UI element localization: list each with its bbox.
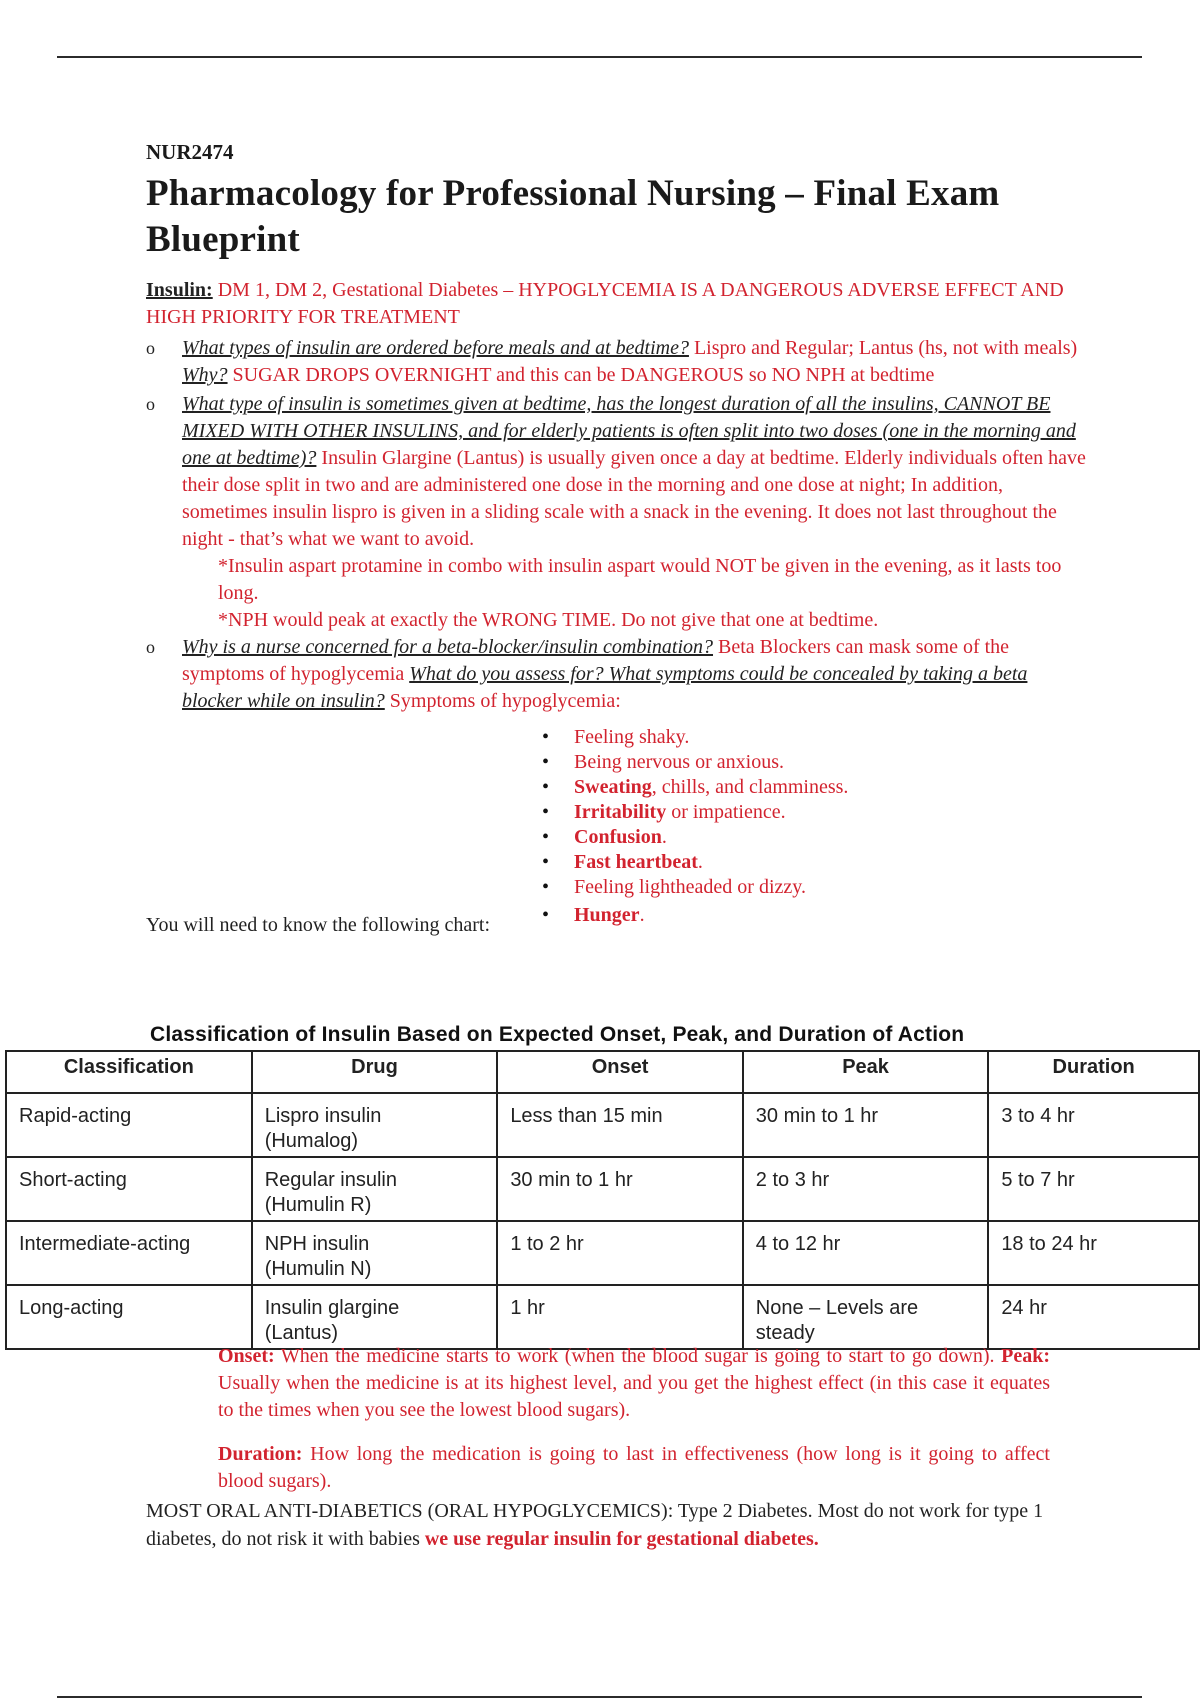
bottom-rule: [57, 1696, 1142, 1698]
cell-classification: Long-acting: [6, 1285, 252, 1349]
onset-label: Onset:: [218, 1345, 275, 1367]
onset-peak-definition: Onset: When the medicine starts to work (when the blood sugar is going to start to go down). Peak: Usually when the medicine is at its highest level, and you get the highest effect (in this case it equates to the times when you see the lowest blood sugars).: [218, 1345, 1050, 1421]
duration-definition: Duration: How long the medication is going to last in effectiveness (how long is it going to affect blood sugars).: [218, 1443, 1050, 1492]
question-3: Why is a nurse concerned for a beta-blocker/insulin combination?: [182, 636, 714, 658]
cell-peak: None – Levels are steady: [743, 1285, 989, 1349]
table-header-row: [6, 1051, 1199, 1093]
oral-antidiabetics-note: MOST ORAL ANTI-DIABETICS (ORAL HYPOGLYCEMICS): Type 2 Diabetes. Most do not work for type 1 diabetes, do not risk it with babies we use regular insulin for gestational diabetes.: [146, 1500, 1044, 1550]
cell-onset: 30 min to 1 hr: [497, 1157, 742, 1221]
insulin-intro-text: DM 1, DM 2, Gestational Diabetes – HYPOGLYCEMIA IS A DANGEROUS ADVERSE EFFECT AND HIGH PRIORITY FOR TREATMENT: [146, 279, 1064, 328]
peak-label: Peak:: [1001, 1345, 1050, 1367]
chart-note: You will need to know the following chart:: [146, 914, 491, 936]
cell-peak: 4 to 12 hr: [743, 1221, 989, 1285]
cell-duration: 24 hr: [988, 1285, 1199, 1349]
question-item-3: [146, 634, 1086, 715]
answer-3a: Beta Blockers can mask some of the symptoms of hypoglycemia: [182, 636, 1010, 685]
question-item-1: [146, 335, 1086, 389]
note-aspart: *Insulin aspart protamine in combo with insulin aspart would NOT be given in the evening, as it lasts too long.: [218, 555, 1062, 604]
document-body: [146, 140, 1086, 937]
header-peak: Peak: [743, 1051, 989, 1093]
insulin-intro: [146, 277, 1086, 331]
symptom-item: • Sweating, chills, and clamminess.: [542, 775, 1086, 800]
symptom-item: • Feeling shaky.: [542, 725, 1086, 750]
symptom-item: • Being nervous or anxious.: [542, 750, 1086, 775]
header-classification: Classification: [6, 1051, 252, 1093]
page-title: Pharmacology for Professional Nursing – Final Exam Blueprint: [146, 173, 1000, 260]
cell-classification: Rapid-acting: [6, 1093, 252, 1157]
insulin-table: [5, 1050, 1200, 1350]
symptom-item: • Confusion.: [542, 825, 1086, 850]
answer-1b: SUGAR DROPS OVERNIGHT and this can be DANGEROUS so NO NPH at bedtime: [227, 364, 935, 386]
cell-drug: Regular insulin (Humulin R): [252, 1157, 498, 1221]
course-code: NUR2474: [146, 140, 234, 164]
gestational-emphasis: we use regular insulin for gestational diabetes.: [424, 1528, 819, 1550]
symptom-item: • Fast heartbeat.: [542, 850, 1086, 875]
answer-2: Insulin Glargine (Lantus) is usually given once a day at bedtime. Elderly individuals often have their dose split in two and are administered one dose in the morning and one dose at night; In addition, sometimes insulin lispro is given in a sliding scale with a snack in the evening. It does not last throughout the night - that’s what we want to avoid.: [182, 447, 1086, 550]
cell-onset: Less than 15 min: [497, 1093, 742, 1157]
header-drug: Drug: [252, 1051, 498, 1093]
definitions: [218, 1343, 1050, 1512]
cell-onset: 1 to 2 hr: [497, 1221, 742, 1285]
cell-onset: 1 hr: [497, 1285, 742, 1349]
cell-drug: Lispro insulin (Humalog): [252, 1093, 498, 1157]
question-3b: What do you assess for? What symptoms could be concealed by taking a beta blocker while on insulin?: [182, 663, 1028, 712]
symptom-item: • Feeling lightheaded or dizzy.: [542, 875, 1086, 900]
symptom-item: • Irritability or impatience.: [542, 800, 1086, 825]
question-list: [146, 335, 1086, 715]
answer-3b: Symptoms of hypoglycemia:: [384, 690, 621, 712]
top-rule: [57, 56, 1142, 58]
cell-peak: 30 min to 1 hr: [743, 1093, 989, 1157]
note-nph: *NPH would peak at exactly the WRONG TIME. Do not give that one at bedtime.: [218, 609, 879, 631]
table-row: [6, 1221, 1199, 1285]
cell-classification: Intermediate-acting: [6, 1221, 252, 1285]
table-row: [6, 1285, 1199, 1349]
cell-classification: Short-acting: [6, 1157, 252, 1221]
cell-duration: 5 to 7 hr: [988, 1157, 1199, 1221]
table-row: [6, 1157, 1199, 1221]
insulin-label: Insulin:: [146, 279, 213, 301]
answer-1a: Lispro and Regular; Lantus (hs, not with meals): [688, 337, 1078, 359]
table-caption: Classification of Insulin Based on Expected Onset, Peak, and Duration of Action: [150, 1023, 965, 1046]
why-label: Why?: [182, 364, 228, 386]
symptom-item: • Hunger.: [542, 903, 1086, 928]
cell-drug: Insulin glargine (Lantus): [252, 1285, 498, 1349]
symptom-list: [542, 725, 1086, 928]
question-item-2: [146, 391, 1086, 634]
header-onset: Onset: [497, 1051, 742, 1093]
cell-duration: 3 to 4 hr: [988, 1093, 1199, 1157]
question-1: What types of insulin are ordered before meals and at bedtime?: [182, 337, 689, 359]
cell-peak: 2 to 3 hr: [743, 1157, 989, 1221]
cell-duration: 18 to 24 hr: [988, 1221, 1199, 1285]
header-duration: Duration: [988, 1051, 1199, 1093]
duration-label: Duration:: [218, 1443, 303, 1465]
question-2: What type of insulin is sometimes given at bedtime, has the longest duration of all the insulins, CANNOT BE MIXED WITH OTHER INSULINS, and for elderly patients is often split into two doses (one in the morning and one at bedtime)?: [182, 393, 1076, 469]
cell-drug: NPH insulin (Humulin N): [252, 1221, 498, 1285]
table-row: [6, 1093, 1199, 1157]
